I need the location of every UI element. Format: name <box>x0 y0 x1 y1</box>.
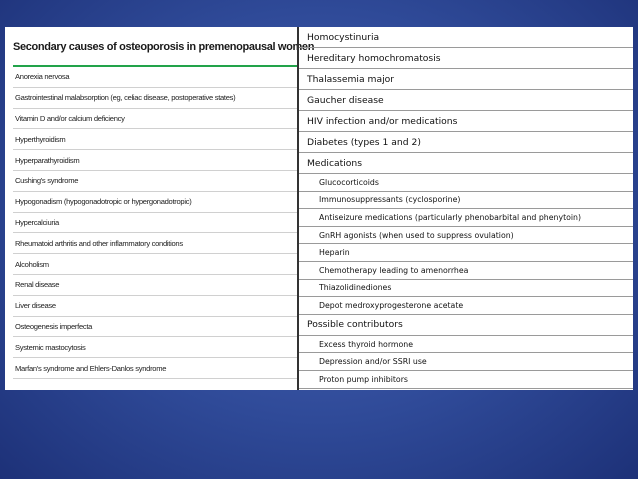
left-table <box>5 27 315 390</box>
table-row: Renal disease <box>13 275 297 296</box>
table-subrow: GnRH agonists (when used to suppress ovulation) <box>299 227 633 245</box>
table-subrow: Proton pump inhibitors <box>299 371 633 389</box>
table-row: Hyperthyroidism <box>13 129 297 150</box>
table-row: Thalassemia major <box>299 69 633 90</box>
table-row: Vitamin D and/or calcium deficiency <box>13 109 297 130</box>
table-row: Cushing's syndrome <box>13 171 297 192</box>
table-row: Osteogenesis imperfecta <box>13 317 297 338</box>
table-subrow: Glucocorticoids <box>299 174 633 192</box>
table-subrow: Depot medroxyprogesterone acetate <box>299 297 633 315</box>
table-row: Possible contributors <box>299 315 633 336</box>
table-row: Gastrointestinal malabsorption (eg, celiac disease, postoperative states) <box>13 88 297 109</box>
left-table-rows <box>13 67 297 379</box>
table-subrow: Thiazolidinediones <box>299 280 633 298</box>
table-subrow: Antiseizure medications (particularly phenobarbital and phenytoin) <box>299 209 633 227</box>
right-table <box>297 27 633 390</box>
table-row: Marfan's syndrome and Ehlers-Danlos syndrome <box>13 358 297 379</box>
table-row: Hyperparathyroidism <box>13 150 297 171</box>
table-row: Gaucher disease <box>299 90 633 111</box>
table-row: Anorexia nervosa <box>13 67 297 88</box>
table-row: Rheumatoid arthritis and other inflammatory conditions <box>13 233 297 254</box>
table-subrow: Heparin <box>299 244 633 262</box>
table-subrow: Chemotherapy leading to amenorrhea <box>299 262 633 280</box>
table-row: Homocystinuria <box>299 27 633 48</box>
table-subrow: Immunosuppressants (cyclosporine) <box>299 192 633 210</box>
table-row: Alcoholism <box>13 254 297 275</box>
table-row: Diabetes (types 1 and 2) <box>299 132 633 153</box>
table-row: Systemic mastocytosis <box>13 337 297 358</box>
table-row: Hypercalciuria <box>13 213 297 234</box>
table-row: Liver disease <box>13 296 297 317</box>
table-panel <box>5 27 633 390</box>
table-title: Secondary causes of osteoporosis in premenopausal women <box>13 41 315 53</box>
table-row: Hypogonadism (hypogonadotropic or hypergonadotropic) <box>13 192 297 213</box>
table-subrow: Depression and/or SSRI use <box>299 353 633 371</box>
table-row: HIV infection and/or medications <box>299 111 633 132</box>
table-row: Medications <box>299 153 633 174</box>
table-row: Hereditary homochromatosis <box>299 48 633 69</box>
table-subrow: Excess thyroid hormone <box>299 336 633 354</box>
